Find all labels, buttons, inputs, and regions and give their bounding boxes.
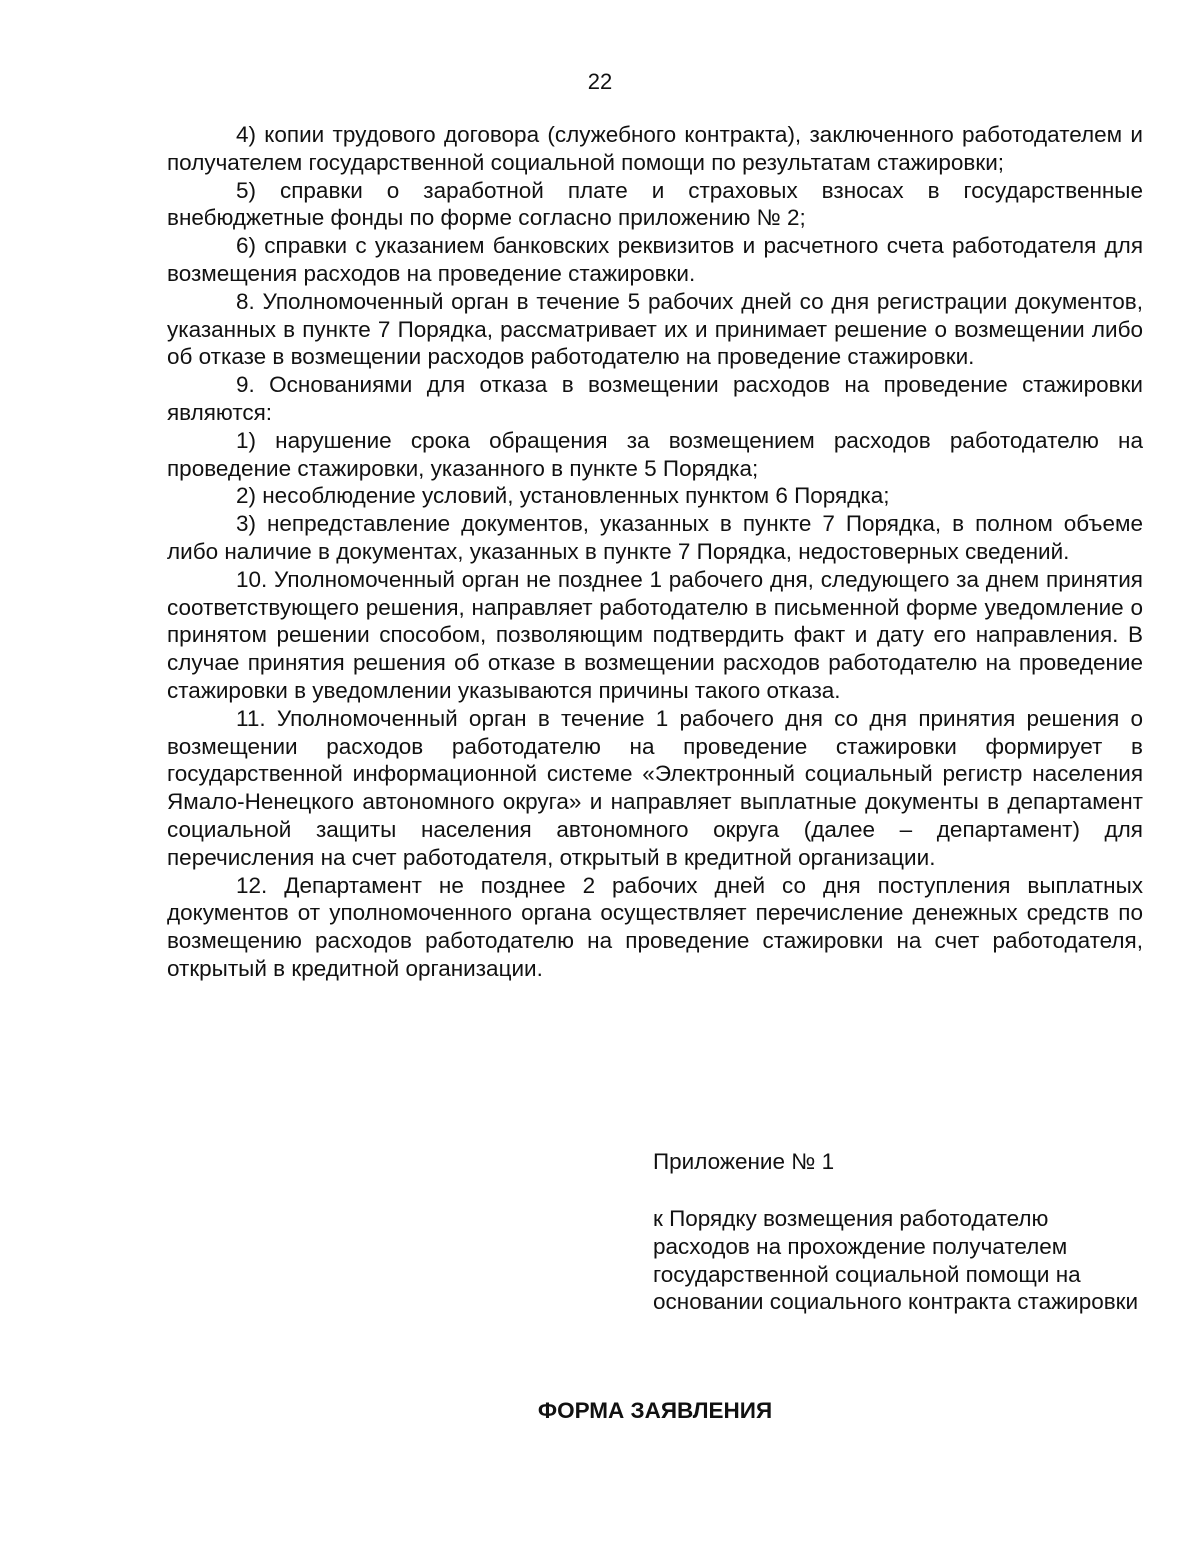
- paragraph-item-4: 4) копии трудового договора (служебного контракта), заключенного работодателем и получателем государственной социальной помощи по результатам стажировки;: [167, 122, 1143, 175]
- page-number: 22: [587, 69, 613, 94]
- paragraph-reason-1: 1) нарушение срока обращения за возмещением расходов работодателю на проведение стажировки, указанного в пункте 5 Порядка;: [167, 427, 1143, 481]
- paragraph-item-5: 5) справки о заработной плате и страховых взносах в государственные внебюджетные фонды по форме согласно приложению № 2;: [167, 177, 1143, 231]
- form-title: ФОРМА ЗАЯВЛЕНИЯ: [537, 1398, 773, 1423]
- paragraph-reason-2: 2) несоблюдение условий, установленных пунктом 6 Порядка;: [236, 483, 890, 509]
- paragraph-reason-3: 3) непредставление документов, указанных в пункте 7 Порядка, в полном объеме либо наличие в документах, указанных в пункте 7 Порядка, недостоверных сведений.: [167, 511, 1143, 564]
- paragraph-clause-12: 12. Департамент не позднее 2 рабочих дней со дня поступления выплатных документов от уполномоченного органа осуществляет перечисление денежных средств по возмещению расходов работодателю на проведение стажировки на счет работодателя, открытый в кредитной организации.: [167, 872, 1143, 981]
- paragraph-clause-11: 11. Уполномоченный орган в течение 1 рабочего дня со дня принятия решения о возмещении расходов работодателю на проведение стажировки формирует в государственной информационной системе «Электронный социальный регистр населения Ямало-Ненецкого автономного округа» и направляет выплатные документы в департамент социальной защиты населения автономного округа (далее – департамент) для перечисления на счет работодателя, открытый в кредитной организации.: [167, 705, 1143, 870]
- document-body: [167, 121, 1143, 983]
- paragraph-clause-8: 8. Уполномоченный орган в течение 5 рабочих дней со дня регистрации документов, указанных в пункте 7 Порядка, рассматривает их и принимает решение о возмещении либо об отказе в возмещении расходов работодателю на проведение стажировки.: [167, 288, 1143, 370]
- paragraph-clause-9: 9. Основаниями для отказа в возмещении расходов на проведение стажировки являются:: [167, 372, 1143, 425]
- paragraph-clause-10: 10. Уполномоченный орган не позднее 1 рабочего дня, следующего за днем принятия соответствующего решения, направляет работодателю в письменной форме уведомление о принятом решении способом, позволяющим подтвердить факт и дату его направления. В случае принятия решения об отказе в возмещении расходов работодателю на проведение стажировки в уведомлении указываются причины такого отказа.: [167, 566, 1143, 703]
- paragraph-item-6: 6) справки с указанием банковских реквизитов и расчетного счета работодателя для возмещения расходов на проведение стажировки.: [167, 233, 1143, 286]
- appendix-description: к Порядку возмещения работодателю расходов на прохождение получателем государственной социальной помощи на основании социального контракта стажировки: [653, 1206, 1139, 1315]
- appendix-title: Приложение № 1: [653, 1149, 835, 1174]
